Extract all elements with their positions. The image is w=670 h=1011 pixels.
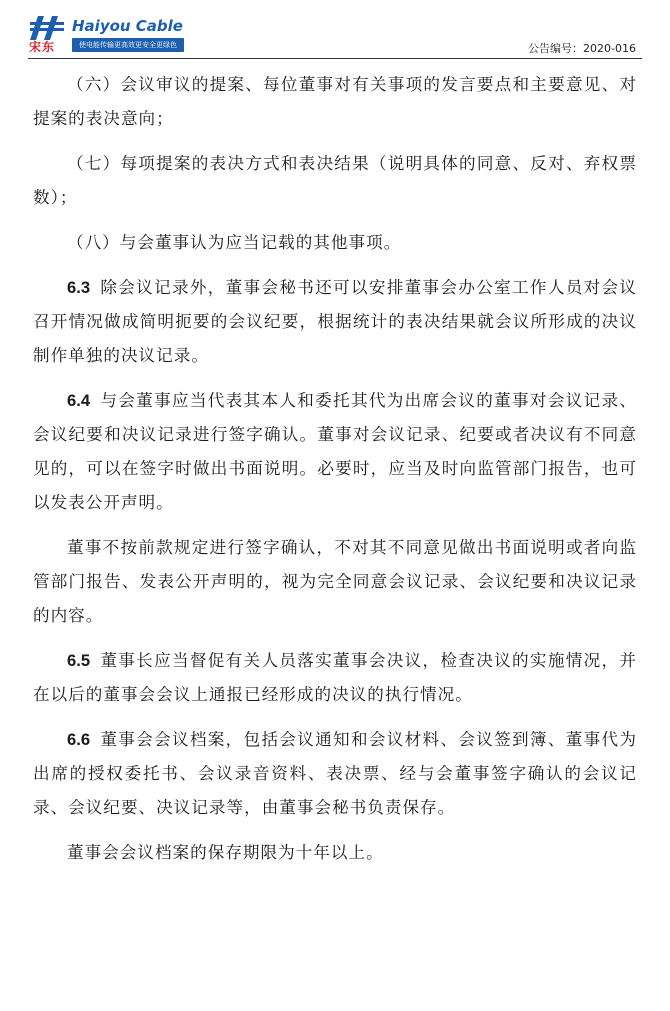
announcement-number: 公告编号：2020-016 xyxy=(528,42,636,55)
header-divider xyxy=(28,58,642,59)
section-number: 6.6 xyxy=(67,730,91,749)
paragraph-text: （六）会议审议的提案、每位董事对有关事项的发言要点和主要意见、对提案的表决意向； xyxy=(33,75,637,128)
paragraph xyxy=(33,271,637,373)
logo-slogan: 使电能传输更高效更安全更绿色 xyxy=(72,38,184,52)
paragraph xyxy=(33,226,637,260)
logo-chinese-name: 宋东 xyxy=(29,40,56,54)
paragraph-text: 董事不按前款规定进行签字确认，不对其不同意见做出书面说明或者向监管部门报告、发表公开声明的，视为完全同意会议记录、会议纪要和决议记录的内容。 xyxy=(33,538,637,625)
paragraph xyxy=(33,531,637,633)
logo-mark-icon xyxy=(28,16,66,40)
paragraph-text: 与会董事应当代表其本人和委托其代为出席会议的董事对会议记录、会议纪要和决议记录进行签字确认。董事对会议记录、纪要或者决议有不同意见的，可以在签字时做出书面说明。必要时，应当及时向监管部门报告，也可以发表公开声明。 xyxy=(33,391,637,512)
paragraph-text: （七）每项提案的表决方式和表决结果（说明具体的同意、反对、弃权票数）； xyxy=(33,154,637,207)
logo-brand-name: Haiyou Cable xyxy=(72,17,183,35)
section-number: 6.4 xyxy=(67,391,91,410)
paragraph xyxy=(33,723,637,825)
paragraph xyxy=(33,644,637,712)
section-number: 6.3 xyxy=(67,278,91,297)
page-header xyxy=(0,0,670,64)
paragraph-text: （八）与会董事认为应当记载的其他事项。 xyxy=(67,233,402,252)
paragraph xyxy=(33,147,637,215)
document-body xyxy=(33,68,637,881)
paragraph-text: 董事会会议档案，包括会议通知和会议材料、会议签到簿、董事代为出席的授权委托书、会议录音资料、表决票、经与会董事签字确认的会议记录、会议纪要、决议记录等，由董事会秘书负责保存。 xyxy=(33,730,637,817)
paragraph xyxy=(33,836,637,870)
paragraph-text: 除会议记录外，董事会秘书还可以安排董事会办公室工作人员对会议召开情况做成简明扼要的会议纪要，根据统计的表决结果就会议所形成的决议制作单独的决议记录。 xyxy=(33,278,637,365)
company-logo xyxy=(28,14,183,54)
paragraph xyxy=(33,384,637,520)
section-number: 6.5 xyxy=(67,651,91,670)
paragraph-text: 董事会会议档案的保存期限为十年以上。 xyxy=(67,843,384,862)
paragraph-text: 董事长应当督促有关人员落实董事会决议，检查决议的实施情况，并在以后的董事会会议上通报已经形成的决议的执行情况。 xyxy=(33,651,637,704)
paragraph xyxy=(33,68,637,136)
